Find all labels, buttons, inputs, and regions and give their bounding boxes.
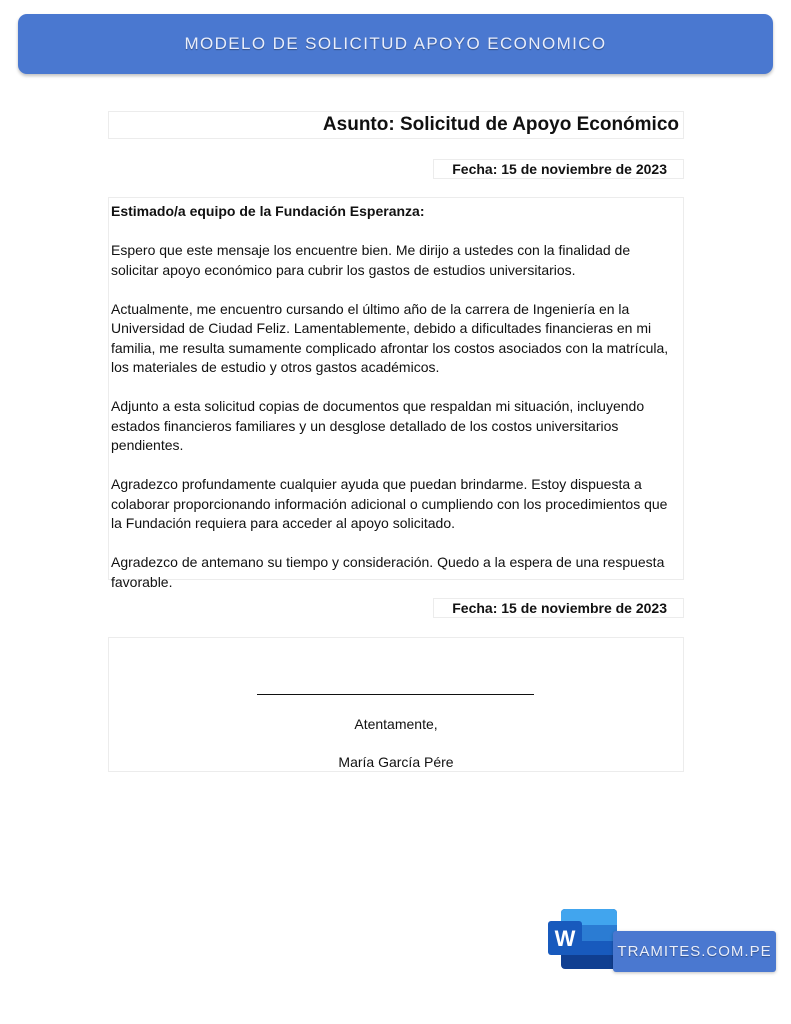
letter-paragraph: Espero que este mensaje los encuentre bien. Me dirijo a ustedes con la finalidad de solicitar apoyo económico para cubrir los gastos de estudios universitarios. (111, 242, 631, 278)
date-bottom: Fecha: 15 de noviembre de 2023 (433, 598, 684, 618)
banner-title: MODELO DE SOLICITUD APOYO ECONOMICO (184, 34, 607, 53)
closing-text: Atentamente, (354, 716, 438, 732)
word-app-icon (547, 907, 619, 971)
signature-line (257, 694, 534, 695)
signer-name: María García Pére (338, 754, 454, 770)
letter-body (108, 197, 684, 590)
letter-paragraph: Adjunto a esta solicitud copias de documentos que respaldan mi situación, incluyendo estados financieros familiares y un desglose detallado de los costos universitarios pendientes. (111, 398, 645, 453)
signature-block (108, 637, 684, 772)
brand-text: TRAMITES.COM.PE (617, 943, 772, 960)
date-top: Fecha: 15 de noviembre de 2023 (433, 159, 684, 179)
letter-greeting: Estimado/a equipo de la Fundación Esperanza: (111, 203, 425, 219)
word-icon-letter: W (554, 926, 576, 951)
letter-paragraph: Actualmente, me encuentro cursando el último año de la carrera de Ingeniería en la Universidad de Ciudad Feliz. Lamentablemente, debido a dificultades financieras en mi familia, me resulta sumamente complicado afrontar los costos asociados con la matrícula, los materiales de estudio y otros gastos académicos. (111, 300, 669, 375)
header-banner (18, 14, 773, 74)
brand-badge[interactable] (613, 931, 776, 972)
subject-line: Asunto: Solicitud de Apoyo Económico (108, 111, 684, 139)
letter-paragraph: Agradezco de antemano su tiempo y consideración. Quedo a la espera de una respuesta favorable. (111, 554, 665, 590)
letter-paragraph: Agradezco profundamente cualquier ayuda que puedan brindarme. Estoy dispuesta a colaborar proporcionando información adicional o cumpliendo con los procedimientos que la Fundación requiera para acceder al apoyo solicitado. (111, 476, 668, 531)
